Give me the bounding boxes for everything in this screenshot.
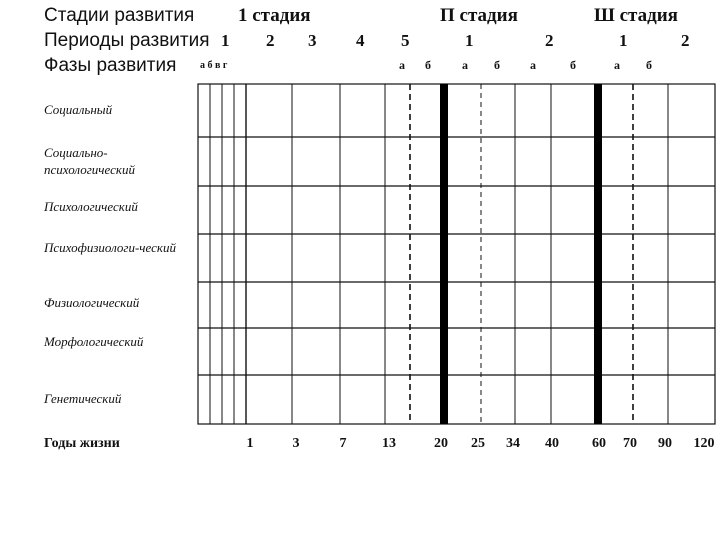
grid-frame [198,84,715,424]
year-tick: 90 [658,436,672,451]
year-tick: 70 [623,436,637,451]
period-label: 2 [545,31,554,50]
year-tick: 120 [693,436,715,451]
year-tick: 7 [339,436,347,451]
row-label-morphological: Морфологический [44,334,144,349]
row-label-genetic: Генетический [44,391,122,406]
phase-label: а [530,58,536,72]
phase-label: б [425,58,431,72]
stages-row-label: Стадии развития [44,5,195,26]
year-tick: 25 [471,436,485,451]
phases-first-period: а б в г [200,60,228,71]
period-label: 5 [401,31,410,50]
year-tick: 3 [292,436,300,451]
periods-row-label: Периоды развития [44,30,210,51]
period-label: 1 [221,31,230,50]
stage-2-label: П стадия [440,5,518,26]
period-label: 3 [308,31,317,50]
year-tick: 1 [246,436,254,451]
year-tick: 34 [506,436,520,451]
stage-3-label: Ш стадия [594,5,678,26]
years-axis-label: Годы жизни [44,436,120,451]
year-tick: 13 [382,436,396,451]
phase-label: а [462,58,468,72]
period-label: 1 [465,31,474,50]
phases-row-label: Фазы развития [44,55,177,76]
row-label-social: Социальный [44,102,113,117]
phase-label: а [399,58,405,72]
phase-label: б [570,58,576,72]
phase-label: б [494,58,500,72]
row-label-physiological: Физиологический [44,295,140,310]
year-tick: 60 [592,436,606,451]
row-label-psychological: Психологический [44,199,138,214]
phase-label: б [646,58,652,72]
period-label: 2 [266,31,275,50]
year-tick: 20 [434,436,448,451]
period-label: 1 [619,31,628,50]
row-label-psychophysiological: Психофизиологи-ческий [44,240,176,255]
period-label: 4 [356,31,365,50]
year-tick: 40 [545,436,559,451]
phase-label: а [614,58,620,72]
row-label-socio-psychological: Социально-психологический [44,145,135,177]
stage-1-label: 1 стадия [238,5,311,26]
period-label: 2 [681,31,690,50]
